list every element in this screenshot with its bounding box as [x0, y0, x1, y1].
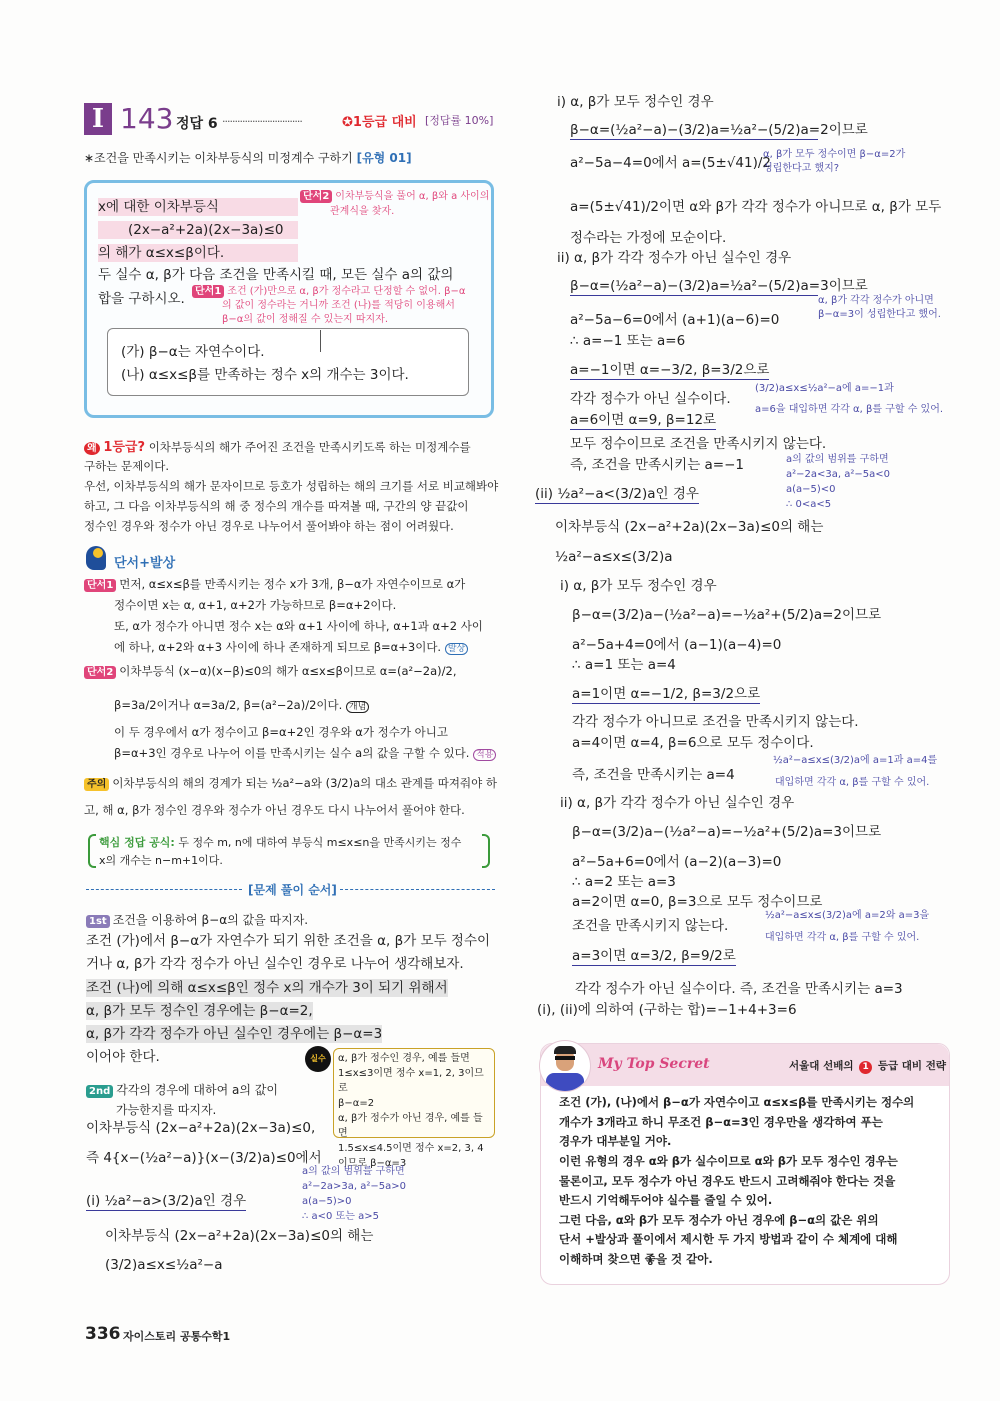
grade-circle: 1 — [859, 1061, 872, 1074]
condition-na: (나) α≤x≤β를 만족하는 정수 x의 개수는 3이다. — [121, 367, 409, 383]
hint1-note: 의 값이 정수라는 거니까 조건 (나)를 적당히 이용해서 — [222, 300, 455, 311]
solution-line: β−α=(½a²−a)−(3/2)a=½a²−(5/2)a=2이므로 — [570, 122, 868, 138]
correct-rate: [정답률 10%] — [425, 114, 494, 127]
solution-line: a²−5a−4=0에서 a=(5±√41)/2 — [570, 155, 771, 171]
clue-line: 이 두 경우에서 α가 정수이고 β=α+2인 경우와 α가 정수가 아니고 — [114, 725, 448, 739]
side-note: 대입하면 각각 α, β를 구할 수 있어. — [775, 777, 930, 788]
problem-line: x에 대한 이차부등식 — [98, 198, 298, 216]
step-title: 가능한지를 따지자. — [116, 1103, 217, 1117]
formula-bracket — [88, 834, 96, 868]
caution-line: 고, 해 α, β가 정수인 경우와 정수가 아닌 경우도 다시 나누어서 풀어야 한다. — [84, 803, 465, 817]
my-top-secret-box — [540, 1043, 950, 1285]
solution-line: a=1이면 α=−1/2, β=3/2으로 — [572, 686, 761, 702]
idea-badge: 발상 — [445, 643, 468, 655]
problem-line: 합을 구하시오. — [98, 291, 185, 307]
clue-text: β=α+3인 경우로 나누어 이를 만족시키는 실수 a의 값을 구할 수 있다. — [114, 746, 470, 760]
solution-line: (i), (ii)에 의하여 (구하는 합)=−1+4+3=6 — [537, 1002, 797, 1018]
clue-line: 이차부등식 (x−α)(x−β)≤0의 해가 α≤x≤β이므로 α=(a²−2a)/2, — [119, 664, 457, 678]
step-line: 이어야 한다. — [86, 1049, 160, 1065]
side-note: a²−2a<3a, a²−5a<0 — [786, 469, 890, 480]
step-line: α, β가 각각 정수가 아닌 실수인 경우에는 β−α=3 — [86, 1026, 383, 1042]
solution-line: 이차부등식 (2x−a²+2a)(2x−3a)≤0의 해는 — [555, 519, 824, 535]
mistake-callout — [333, 1048, 495, 1169]
clue-text: β=3a/2이거나 α=3a/2, β=(a²−2a)/2이다. — [114, 698, 343, 712]
lightbulb-head-icon — [86, 546, 106, 570]
hint2-tag: 단서2 — [300, 190, 332, 203]
solution-line: ii) α, β가 각각 정수가 아닌 실수인 경우 — [557, 250, 792, 266]
step-line: 조건 (나)에 의해 α≤x≤β인 정수 x의 개수가 3이 되기 위해서 — [86, 980, 448, 996]
formula-bracket — [482, 834, 490, 868]
step-line: (i) ½a²−a>(3/2)a인 경우 — [86, 1193, 247, 1209]
secret-line: 조건 (가), (나)에서 β−α가 자연수이고 α≤x≤β를 만족시키는 정수의 — [559, 1095, 915, 1109]
solution-line: a²−5a+6=0에서 (a−2)(a−3)=0 — [572, 854, 782, 870]
book-title: 자이스토리 공통수학1 — [123, 1330, 231, 1343]
step2 — [86, 1081, 278, 1098]
caution-tag: 주의 — [84, 778, 109, 791]
solution-line: 각각 정수가 아니므로 조건을 만족시키지 않는다. — [572, 714, 859, 730]
caution-line: 이차부등식의 해의 경계가 되는 ½a²−a와 (3/2)a의 대소 관계를 따져줘야 하 — [112, 776, 497, 790]
secret-line: 이해하며 찾으면 좋을 것 같아. — [559, 1252, 713, 1266]
secret-line: 이런 유형의 경우 α와 β가 실수이므로 α와 β가 모두 정수인 경우는 — [559, 1154, 898, 1168]
problem-number: 143 — [120, 102, 174, 135]
avatar — [539, 1040, 591, 1092]
step-line: 이차부등식 (2x−a²+2a)(2x−3a)≤0, — [86, 1120, 316, 1136]
divider — [86, 889, 242, 890]
clue1-tag: 단서1 — [84, 579, 116, 592]
side-note: a(a−5)<0 — [786, 484, 836, 495]
callout-line: 이므로 β−α=3 — [338, 1158, 407, 1169]
mistake-badge: 실수 — [305, 1046, 331, 1072]
concept-badge: 개념 — [346, 701, 369, 713]
apply-badge: 적용 — [473, 749, 496, 761]
why-title: 1등급? — [103, 440, 146, 455]
side-note: (3/2)a≤x≤½a²−a에 a=−1과 — [755, 383, 894, 394]
step-line: 거나 α, β가 각각 정수가 아닌 실수인 경우로 나누어 생각해보자. — [86, 956, 464, 972]
hint1-tag: 단서1 — [192, 285, 224, 298]
hint1-note: β−α의 값이 정해질 수 있는지 따지자. — [222, 314, 389, 325]
side-note: a의 값의 범위를 구하면 — [786, 454, 889, 465]
clue-title: 단서+발상 — [114, 556, 176, 571]
why-line: 우선, 이차부등식의 해가 문자이므로 등호가 성립하는 해의 크기를 서로 비교해봐야 — [84, 479, 499, 493]
solution-line: 정수라는 가정에 모순이다. — [570, 230, 727, 246]
solution-line: i) α, β가 모두 정수인 경우 — [557, 94, 714, 110]
step-line: 조건 (가)에서 β−α가 자연수가 되기 위한 조건을 α, β가 모두 정수이 — [86, 933, 491, 949]
step1 — [86, 911, 308, 928]
formula-label: 핵심 정답 공식: — [99, 836, 175, 849]
solution-line: ½a²−a≤x≤(3/2)a — [555, 549, 673, 565]
step-line: (3/2)a≤x≤½a²−a — [105, 1257, 223, 1273]
solution-line: 각각 정수가 아닌 실수이다. — [570, 391, 731, 407]
clue-line: 먼저, α≤x≤β를 만족시키는 정수 x가 3개, β−α가 자연수이므로 α가 — [119, 577, 466, 591]
hint1-note — [192, 285, 465, 298]
callout-line: 1.5≤x≤4.5이면 정수 x=2, 3, 4 — [338, 1143, 484, 1154]
range-note: a(a−5)>0 — [302, 1196, 352, 1207]
solution-line: ∴ a=2 또는 a=3 — [572, 874, 676, 890]
clue-line: 정수이면 x는 α, α+1, α+2가 가능하므로 β=α+2이다. — [114, 598, 397, 612]
page-number: 336 — [85, 1324, 121, 1344]
solution-line: a=6이면 α=9, β=12로 — [570, 412, 717, 428]
side-note: α, β가 모두 정수이면 β−α=2가 — [763, 149, 906, 160]
step1-tag: 1st — [86, 915, 110, 928]
clue2 — [84, 663, 457, 679]
side-note: ½a²−a≤x≤(3/2)a에 a=2와 a=3을 — [765, 910, 930, 921]
solution-line: i) α, β가 모두 정수인 경우 — [560, 578, 717, 594]
solution-line: 모두 정수이므로 조건을 만족시키지 않는다. — [570, 436, 827, 452]
clue-text: 에 하나, α+2와 α+3 사이에 하나 존재하게 되므로 β=α+3이다. — [114, 640, 442, 654]
step2-tag: 2nd — [86, 1085, 113, 1098]
solution-line: β−α=(3/2)a−(½a²−a)=−½a²+(5/2)a=2이므로 — [572, 607, 882, 623]
why-line: 정수인 경우와 정수가 아닌 경우로 나누어서 풀어봐야 하는 점이 어려웠다. — [84, 519, 454, 533]
secret-title: My Top Secret — [598, 1056, 710, 1072]
condition-ga: (가) β−α는 자연수이다. — [121, 344, 265, 360]
solution-line: a=(5±√41)/2이면 α와 β가 각각 정수가 아니므로 α, β가 모두 — [570, 199, 942, 215]
solution-line: a²−5a+4=0에서 (a−1)(a−4)=0 — [572, 637, 782, 653]
type-link[interactable]: [유형 01] — [356, 151, 412, 165]
hint-text: 이차부등식을 풀어 α, β와 a 사이의 — [335, 191, 490, 202]
solution-line: a=2이면 α=0, β=3으로 모두 정수이므로 — [572, 894, 823, 910]
step-line: 이차부등식 (2x−a²+2a)(2x−3a)≤0의 해는 — [105, 1228, 374, 1244]
clue-line: 또, α가 정수가 아니면 정수 x는 α와 α+1 사이에 하나, α+1과 α+2 사이 — [114, 619, 483, 633]
solution-line: ∴ a=1 또는 a=4 — [572, 657, 676, 673]
side-note: a=6을 대입하면 각각 α, β를 구할 수 있어. — [755, 404, 944, 415]
answer-label: 정답 6 — [176, 116, 218, 132]
callout-line: α, β가 정수인 경우, 예를 들면 — [338, 1053, 470, 1064]
solution-line: a=4이면 α=4, β=6으로 모두 정수이다. — [572, 735, 814, 751]
unit-badge: I — [84, 103, 112, 135]
conditions-box — [107, 328, 469, 396]
hint-text: 조건 (가)만으로 α, β가 정수라고 단정할 수 없어. β−α — [227, 286, 466, 297]
caution — [84, 775, 497, 791]
divider — [340, 889, 495, 890]
formula-line: x의 개수는 n−m+1이다. — [99, 854, 223, 867]
side-note: ½a²−a≤x≤(3/2)a에 a=1과 a=4를 — [773, 755, 938, 766]
solution-line: 조건을 만족시키지 않는다. — [572, 918, 729, 934]
solution-line: a²−5a−6=0에서 (a+1)(a−6)=0 — [570, 312, 780, 328]
side-note: ∴ 0<a<5 — [786, 499, 832, 510]
clue-line — [114, 639, 468, 655]
secret-line: 물론이고, 모두 정수가 아닌 경우도 반드시 고려해줘야 한다는 것을 — [559, 1174, 896, 1188]
solution-order-title: [문제 풀이 순서] — [248, 883, 337, 897]
clue-line — [114, 697, 369, 713]
clue-line — [114, 745, 496, 761]
formula-line — [99, 834, 461, 850]
step-line: 즉 4{x−(½a²−a)}(x−(3/2)a)≤0에서 — [86, 1150, 322, 1166]
why-section — [84, 436, 471, 455]
range-note: ∴ a<0 또는 a>5 — [302, 1211, 379, 1222]
problem-line: 의 해가 α≤x≤β이다. — [98, 244, 298, 262]
secret-line: 단서 +발상과 풀이에서 제시한 두 가지 방법과 같이 수 체계에 대해 — [559, 1232, 898, 1246]
step-title: 조건을 이용하여 β−α의 값을 따지자. — [112, 913, 309, 927]
secret-line: 개수가 3개라고 하니 무조건 β−α=3인 경우만을 생각하여 푸는 — [559, 1115, 883, 1129]
secret-line: 그런 다음, α와 β가 모두 정수가 아닌 경우에 β−α의 값은 위의 — [559, 1213, 879, 1227]
solution-line: (ii) ½a²−a<(3/2)a인 경우 — [535, 486, 699, 502]
callout-line: 1≤x≤3이면 정수 x=1, 2, 3이므로 — [338, 1068, 484, 1094]
subtitle-text: ∗조건을 만족시키는 이차부등식의 미정계수 구하기 — [84, 151, 353, 165]
hint2-note: 관계식을 찾자. — [330, 206, 395, 217]
problem-subtitle — [84, 149, 412, 166]
solution-line: ∴ a=−1 또는 a=6 — [570, 333, 686, 349]
clue1 — [84, 576, 465, 592]
solution-line: 각각 정수가 아닌 실수이다. 즉, 조건을 만족시키는 a=3 — [575, 981, 903, 997]
side-note: 성립한다고 했지? — [763, 163, 840, 174]
range-note: a²−2a>3a, a²−5a>0 — [302, 1181, 406, 1192]
solution-line: 즉, 조건을 만족시키는 a=−1 — [570, 457, 745, 473]
solution-line: a=−1이면 α=−3/2, β=3/2으로 — [570, 362, 770, 378]
why-line: 이차부등식의 해가 주어진 조건을 만족시키도록 하는 미정계수를 — [148, 440, 471, 454]
side-note: β−α=3이 성립한다고 했어. — [818, 309, 941, 320]
range-note: a의 값의 범위를 구하면 — [302, 1166, 405, 1177]
step-line: α, β가 모두 정수인 경우에는 β−α=2, — [86, 1003, 313, 1019]
secret-line: 경우가 대부분일 거야. — [559, 1134, 672, 1148]
why-line: 하고, 그 다음 이차부등식의 해 중 정수의 개수를 따져볼 때, 구간의 양 끝값이 — [84, 499, 469, 513]
secret-subtitle — [789, 1058, 946, 1074]
dot-leader: ................................ — [222, 112, 302, 125]
callout-line: α, β가 정수가 아닌 경우, 예를 들면 — [338, 1113, 483, 1139]
subtitle-text: 등급 대비 전략 — [877, 1060, 946, 1072]
secret-line: 반드시 기억해두어야 실수를 줄일 수 있어. — [559, 1193, 773, 1207]
callout-line: β−α=2 — [338, 1098, 375, 1109]
level-badge: ✪1등급 대비 — [342, 115, 417, 130]
side-note: 대입하면 각각 α, β를 구할 수 있어. — [765, 932, 920, 943]
solution-line: β−α=(3/2)a−(½a²−a)=−½a²+(5/2)a=3이므로 — [572, 824, 882, 840]
subtitle-text: 서울대 선배의 — [789, 1060, 854, 1072]
hint2-note — [300, 190, 489, 203]
solution-line: a=3이면 α=3/2, β=9/2로 — [572, 948, 736, 964]
step-title: 각각의 경우에 대하여 a의 값이 — [116, 1083, 278, 1097]
side-note: α, β가 각각 정수가 아니면 — [818, 295, 934, 306]
formula-text: 두 정수 m, n에 대하여 부등식 m≤x≤n을 만족시키는 정수 — [178, 836, 462, 849]
clue2-tag: 단서2 — [84, 666, 116, 679]
why-badge: 왜 — [84, 442, 100, 455]
solution-line: ii) α, β가 각각 정수가 아닌 실수인 경우 — [560, 795, 795, 811]
problem-line: 두 실수 α, β가 다음 조건을 만족시킬 때, 모든 실수 a의 값의 — [98, 267, 454, 283]
why-line: 구하는 문제이다. — [84, 459, 170, 473]
solution-line: β−α=(½a²−a)−(3/2)a=½a²−(5/2)a=3이므로 — [570, 278, 868, 294]
solution-line: 즉, 조건을 만족시키는 a=4 — [572, 767, 735, 783]
problem-inequality: (2x−a²+2a)(2x−3a)≤0 — [98, 221, 298, 239]
hint-connector — [320, 330, 321, 352]
